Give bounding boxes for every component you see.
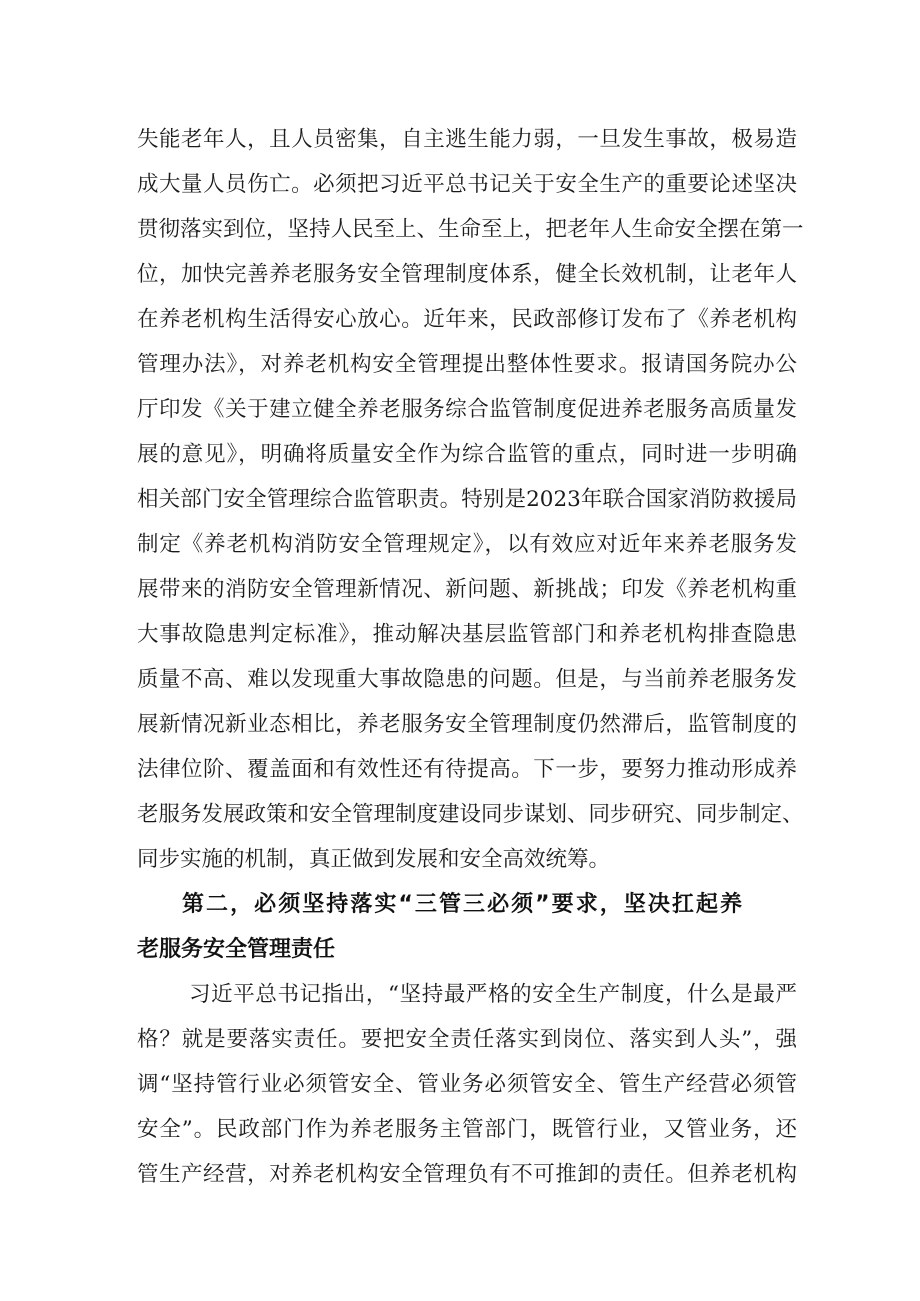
text-line: 管生产经营，对养老机构安全管理负有不可推卸的责任。但养老机构 xyxy=(137,1162,797,1187)
text-line: 位，加快完善养老服务安全管理制度体系，健全长效机制，让老年人 xyxy=(137,262,797,287)
heading-line: 第二，必须坚持落实“三管三必须”要求，坚决扛起养 xyxy=(182,892,742,917)
text-line: 安全”。民政部门作为养老服务主管部门，既管行业，又管业务，还 xyxy=(137,1117,797,1142)
text-line: 老服务发展政策和安全管理制度建设同步谋划、同步研究、同步制定、 xyxy=(137,802,804,827)
paragraph-1 xyxy=(137,117,804,882)
paragraph-2 xyxy=(137,972,797,1197)
text-line: 展新情况新业态相比，养老服务安全管理制度仍然滞后，监管制度的 xyxy=(137,712,797,737)
text-line: 调“坚持管行业必须管安全、管业务必须管安全、管生产经营必须管 xyxy=(137,1072,797,1097)
document-body xyxy=(137,117,804,1197)
text-line: 相关部门安全管理综合监管职责。特别是2023年联合国家消防救援局 xyxy=(137,487,797,512)
heading-line: 老服务安全管理责任 xyxy=(137,937,336,962)
text-line: 大事故隐患判定标准》，推动解决基层监管部门和养老机构排查隐患 xyxy=(137,622,797,647)
text-line: 习近平总书记指出，“坚持最严格的安全生产制度，什么是最严 xyxy=(189,982,797,1007)
text-line: 展的意见》，明确将质量安全作为综合监管的重点，同时进一步明确 xyxy=(137,442,797,467)
text-line: 制定《养老机构消防安全管理规定》，以有效应对近年来养老服务发 xyxy=(137,532,797,557)
text-line: 贯彻落实到位，坚持人民至上、生命至上，把老年人生命安全摆在第一 xyxy=(137,217,804,242)
section-heading xyxy=(137,882,797,972)
text-line: 法律位阶、覆盖面和有效性还有待提高。下一步，要努力推动形成养 xyxy=(137,757,797,782)
text-line: 同步实施的机制，真正做到发展和安全高效统筹。 xyxy=(137,847,611,872)
text-line: 在养老机构生活得安心放心。近年来，民政部修订发布了《养老机构 xyxy=(137,307,797,332)
text-line: 失能老年人，且人员密集，自主逃生能力弱，一旦发生事故，极易造 xyxy=(137,127,797,152)
text-line: 格？就是要落实责任。要把安全责任落实到岗位、落实到人头”，强 xyxy=(137,1027,797,1052)
text-line: 质量不高、难以发现重大事故隐患的问题。但是，与当前养老服务发 xyxy=(137,667,797,692)
text-line: 成大量人员伤亡。必须把习近平总书记关于安全生产的重要论述坚决 xyxy=(137,172,797,197)
text-line: 展带来的消防安全管理新情况、新问题、新挑战；印发《养老机构重 xyxy=(137,577,797,602)
text-line: 管理办法》，对养老机构安全管理提出整体性要求。报请国务院办公 xyxy=(137,352,797,377)
text-line: 厅印发《关于建立健全养老服务综合监管制度促进养老服务高质量发 xyxy=(137,397,797,422)
